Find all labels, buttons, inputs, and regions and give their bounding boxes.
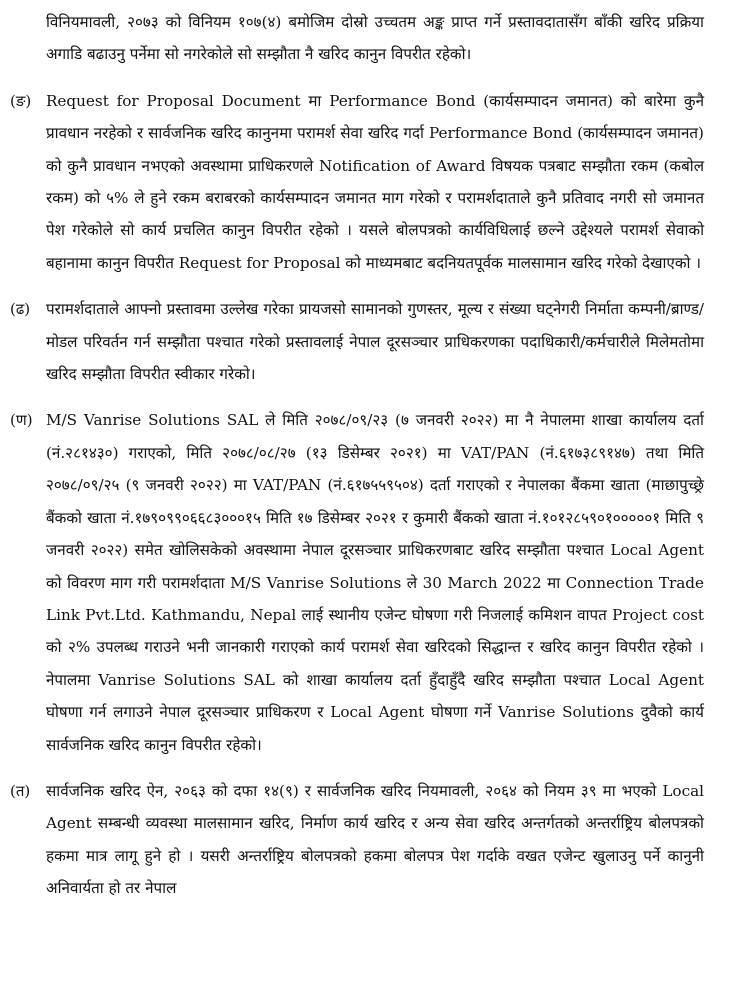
paragraph-text: सार्वजनिक खरिद ऐन, २०६३ को दफा १४(९) र सार्वजनिक खरिद नियमावली, २०६४ को नियम ३९ मा भएको Local Agent सम्बन्धी व्यवस्था मालसामान खरिद, निर्माण कार्य खरिद र अन्य सेवा खरिद अन्तर्गतको अन्तर्राष्ट्रिय बोलपत्रको हकमा मात्र लागू हुने हो । यसरी अन्तर्राष्ट्रिय बोलपत्रको हकमा बोलपत्र पेश गर्दाके वखत एजेन्ट खुलाउनु पर्ने कानुनी अनिवार्यता हो तर नेपाल <box>46 781 709 898</box>
paragraph-marker: (ढ) <box>10 300 31 319</box>
paragraph-nga <box>10 85 709 279</box>
paragraph-text: Request for Proposal Document मा Performance Bond (कार्यसम्पादन जमानत) को बारेमा कुनै प्रावधान नरहेको र सार्वजनिक खरिद कानुनमा परामर्श सेवा खरिद गर्दा Performance Bond (कार्यसम्पादन जमानत) को कुनै प्रावधान नभएको अवस्थामा प्राधिकरणले Notification of Award विषयक पत्रबाट सम्झौता रकम (कबोल रकम) को ५% ले हुने रकम बराबरको कार्यसम्पादन जमानत माग गरेको र परामर्शदाताले कुनै प्रतिवाद नगरी सो जमानत पेश गरेकोले सो कार्य प्रचलित कानुन विपरीत रहेको । यसले बोलपत्रको कार्यविधिलाई छल्ने उद्देश्यले परामर्श सेवाको बहानामा कानुन विपरीत Request for Proposal को माध्यमबाट बदनियतपूर्वक मालसामान खरिद गरेको देखाएको । <box>46 91 709 272</box>
paragraph-marker: (त) <box>10 781 31 800</box>
paragraph-dha <box>10 293 709 390</box>
paragraph-text: विनियमावली, २०७३ को विनियम १०७(४) बमोजिम दोस्रो उच्चतम अङ्क प्राप्त गर्ने प्रस्तावदातासँग बाँकी खरिद प्रक्रिया अगाडि बढाउनु पर्नेमा सो नगरेकोले सो सम्झौता नै खरिद कानुन विपरीत रहेको। <box>46 13 709 64</box>
paragraph-text: M/S Vanrise Solutions SAL ले मिति २०७८/०९/२३ (७ जनवरी २०२२) मा नै नेपालमा शाखा कार्यालय दर्ता (नं.२८१४३०) गराएको, मिति २०७८/०८/२७ (१३ डिसेम्बर २०२१) मा VAT/PAN (नं.६१७३८९१४७) तथा मिति २०७८/०९/२५ (९ जनवरी २०२२) मा VAT/PAN (नं.६१७५५९५०४) दर्ता गराएको र नेपालका बैंकमा खाता (माछापुच्छ्रे बैंकको खाता नं.१७९०९९०६६८३०००१५ मिति १७ डिसेम्बर २०२१ र कुमारी बैंकको खाता नं.१०१२८५९०१०००००१ मिति ९ जनवरी २०२२) समेत खोलिसकेको अवस्थामा नेपाल दूरसञ्चार प्राधिकरणबाट खरिद सम्झौता पश्चात Local Agent को विवरण माग गरी परामर्शदाता M/S Vanrise Solutions ले 30 March 2022 मा Connection Trade Link Pvt.Ltd. Kathmandu, Nepal लाई स्थानीय एजेन्ट घोषणा गरी निजलाई कमिशन वापत Project cost को २% उपलब्ध गराउने भनी जानकारी गराएको कार्य परामर्श सेवा खरिदको सिद्धान्त र खरिद कानुन विपरीत रहेको । नेपालमा Vanrise Solutions SAL को शाखा कार्यालय दर्ता हुँदाहुँदै खरिद सम्झौता पश्चात Local Agent घोषणा गर्न लगाउने नेपाल दूरसञ्चार प्राधिकरण र Local Agent घोषणा गर्ने Vanrise Solutions दुवैको कार्य सार्वजनिक खरिद कानुन विपरीत रहेको। <box>46 411 709 754</box>
paragraph-text: परामर्शदाताले आफ्नो प्रस्तावमा उल्लेख गरेका प्रायजसो सामानको गुणस्तर, मूल्य र संख्या घट्नेगरी निर्माता कम्पनी/ब्राण्ड/मोडल परिवर्तन गर्न सम्झौता पश्चात गरेको प्रस्तावलाई नेपाल दूरसञ्चार प्राधिकरणका पदाधिकारी/कर्मचारीले मिलेमतोमा खरिद सम्झौता विपरीत स्वीकार गरेको। <box>46 300 709 384</box>
paragraph-na <box>10 404 709 760</box>
paragraph-continuation <box>10 6 709 71</box>
paragraph-ta <box>10 775 709 905</box>
paragraph-marker: (ङ) <box>10 91 32 110</box>
paragraph-marker: (ण) <box>10 411 33 430</box>
